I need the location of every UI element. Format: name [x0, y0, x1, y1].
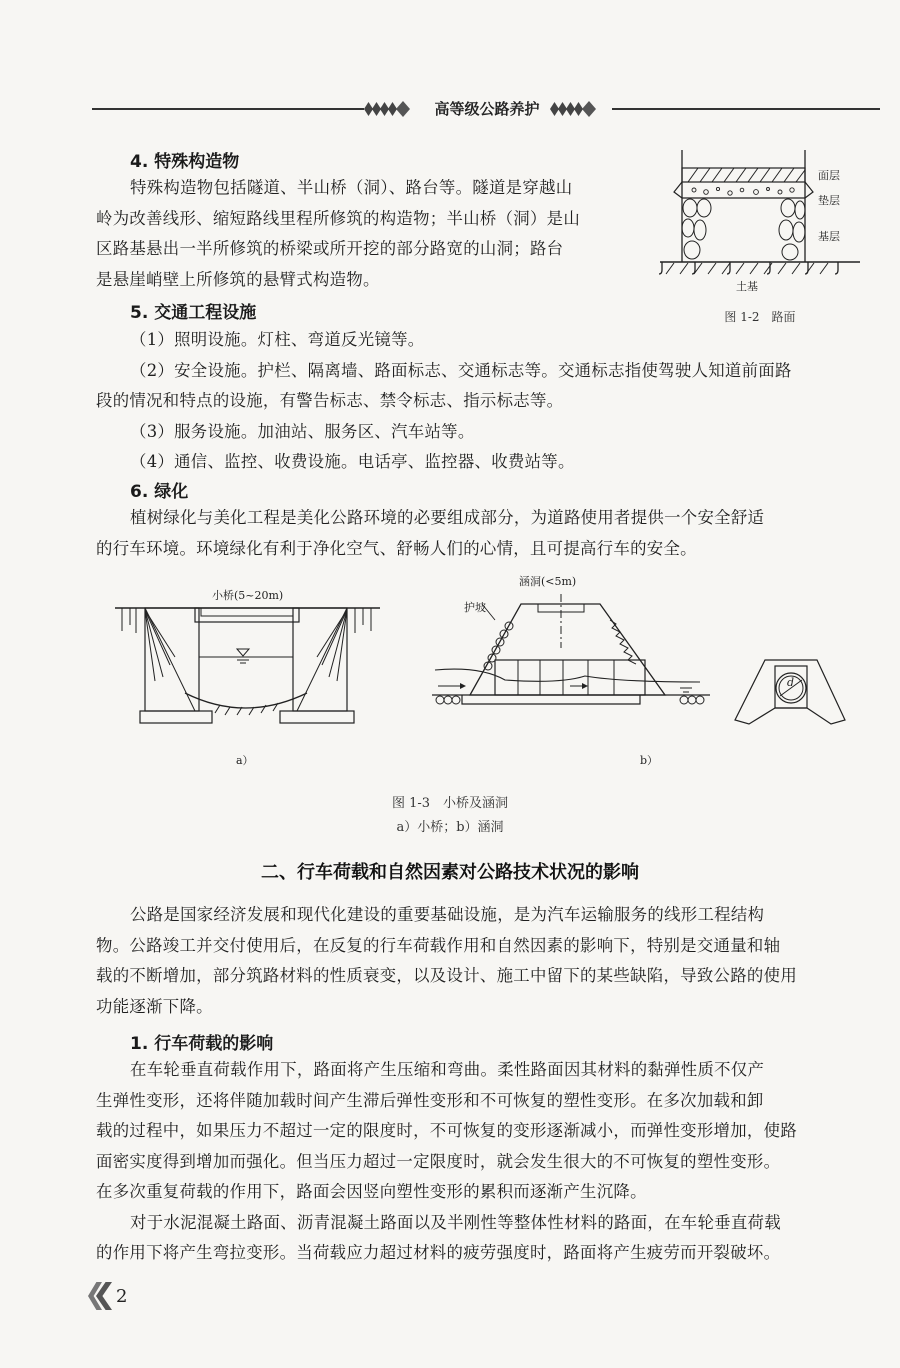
text-line: 功能逐渐下降。 [96, 996, 213, 1016]
section-4-heading: 4. 特殊构造物 [130, 152, 240, 172]
small-bridge-label: 小桥(5~20m) [212, 589, 284, 602]
text-line: 对于水泥混凝土路面、沥青混凝土路面以及半刚性等整体性材料的路面，在车轮垂直荷载 [130, 1212, 781, 1232]
text-line: 植树绿化与美化工程是美化公路环境的必要组成部分，为道路使用者提供一个安全舒适 [130, 508, 765, 527]
text-line: 公路是国家经济发展和现代化建设的重要基础设施，是为汽车运输服务的线形工程结构 [130, 905, 765, 924]
section-4-text [96, 173, 656, 295]
figure-1-3-caption: 图 1-3 小桥及涵洞 [391, 796, 509, 811]
header-rule-left [92, 108, 364, 110]
layer-label-base: 基层 [818, 230, 840, 243]
small-bridge-diagram [115, 605, 385, 725]
subsection-1-heading: 1. 行车荷载的影响 [130, 1034, 274, 1054]
section-two-intro [96, 900, 876, 1022]
page-number: 2 [116, 1285, 128, 1307]
text-line: 载的不断增加，部分筑路材料的性质衰变，以及设计、施工中留下的某些缺陷，导致公路的使用 [96, 966, 798, 985]
text-line: 是悬崖峭壁上所修筑的悬臂式构造物。 [96, 269, 380, 289]
culvert-diagram [420, 600, 710, 710]
pavement-diagram [660, 150, 880, 290]
page-footer [88, 1282, 127, 1310]
header-rule-right [612, 108, 880, 110]
text-line: （2）安全设施。护栏、隔离墙、路面标志、交通标志等。交通标志指使驾驶人知道前面路 [130, 360, 792, 380]
text-line: 区路基悬出一半所修筑的桥梁或所开挖的部分路宽的山洞；路台 [96, 239, 564, 258]
subfigure-b-label: b） [640, 754, 659, 767]
text-line: 岭为改善线形、缩短路线里程所修筑的构造物；半山桥（洞）是山 [96, 208, 581, 228]
slope-protection-label: 护坡 [464, 601, 486, 614]
text-line: 特殊构造物包括隧道、半山桥（洞）、路台等。隧道是穿越山 [130, 178, 573, 197]
section-5-heading: 5. 交通工程设施 [130, 303, 257, 323]
ground-label: 土基 [736, 280, 758, 293]
section-6-heading: 6. 绿化 [130, 482, 189, 502]
text-line: 载的过程中，如果压力不超过一定的限度时，不可恢复的变形逐渐减小，而弹性变形增加，使路 [96, 1121, 798, 1140]
text-line: 段的情况和特点的设施，有警告标志、禁令标志、指示标志等。 [96, 391, 564, 410]
subfigure-a-label: a） [236, 754, 254, 767]
culvert-end-view-diagram [735, 660, 845, 740]
layer-label-surface: 面层 [818, 169, 840, 182]
text-line: （3）服务设施。加油站、服务区、汽车站等。 [130, 421, 475, 441]
text-line: 生弹性变形，还将伴随加载时间产生滞后弹性变形和不可恢复的塑性变形。在多次加载和卸 [96, 1090, 764, 1110]
diamond-ornament-left-icon [364, 98, 409, 120]
subsection-1-text [96, 1055, 876, 1269]
text-line: （4）通信、监控、收费设施。电话亭、监控器、收费站等。 [130, 452, 575, 471]
section-5-text [96, 325, 876, 478]
section-two-title: 二、行车荷载和自然因素对公路技术状况的影响 [261, 862, 639, 883]
figure-1-2-caption: 图 1-2 路面 [724, 310, 796, 324]
section-6-text [96, 503, 876, 564]
culvert-label: 涵洞(<5m) [519, 575, 577, 588]
text-line: 的行车环境。环境绿化有利于净化空气、舒畅人们的心情，且可提高行车的安全。 [96, 538, 697, 558]
text-line: 在多次重复荷载的作用下，路面会因竖向塑性变形的累积而逐渐产生沉降。 [96, 1182, 647, 1201]
text-line: 的作用下将产生弯拉变形。当荷载应力超过材料的疲劳强度时，路面将产生疲劳而开裂破坏。 [96, 1243, 781, 1262]
pipe-diameter-label: d [787, 676, 795, 689]
diamond-ornament-right-icon [550, 98, 595, 120]
figure-1-3-subcaption: a）小桥；b）涵洞 [396, 820, 504, 835]
running-header [92, 96, 880, 122]
book-title: 高等级公路养护 [434, 100, 540, 118]
layer-label-cushion: 垫层 [818, 194, 840, 207]
text-line: 物。公路竣工并交付使用后，在反复的行车荷载作用和自然因素的影响下，特别是交通量和轴 [96, 935, 781, 955]
text-line: 面密实度得到增加而强化。但当压力超过一定限度时，就会发生很大的不可恢复的塑性变形。 [96, 1151, 781, 1171]
text-line: 在车轮垂直荷载作用下，路面将产生压缩和弯曲。柔性路面因其材料的黏弹性质不仅产 [130, 1060, 765, 1079]
text-line: （1）照明设施。灯柱、弯道反光镜等。 [130, 330, 425, 349]
